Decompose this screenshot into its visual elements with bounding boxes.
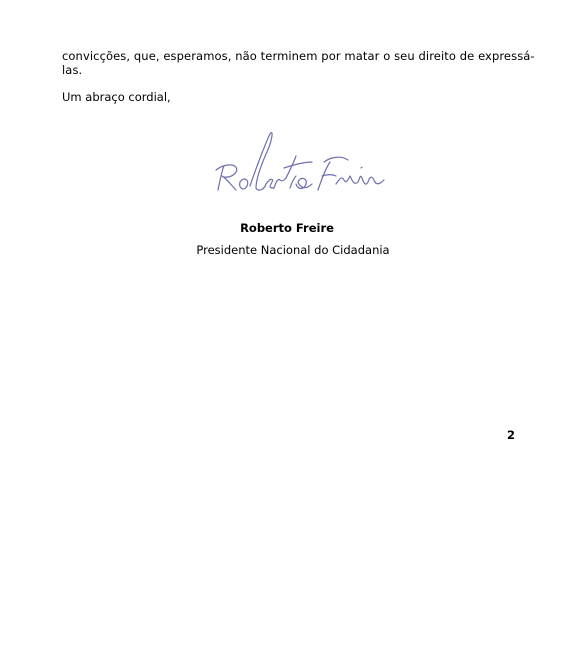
closing-salutation: Um abraço cordial, <box>62 90 171 104</box>
page-number: 2 <box>507 428 516 442</box>
handwritten-signature <box>200 118 400 208</box>
signer-title: Presidente Nacional do Cidadania <box>196 243 390 257</box>
signer-name: Roberto Freire <box>240 221 334 235</box>
body-text-line: las. <box>62 63 83 77</box>
body-text-line: convicções, que, esperamos, não terminem por matar o seu direito de expressá- <box>62 49 535 63</box>
